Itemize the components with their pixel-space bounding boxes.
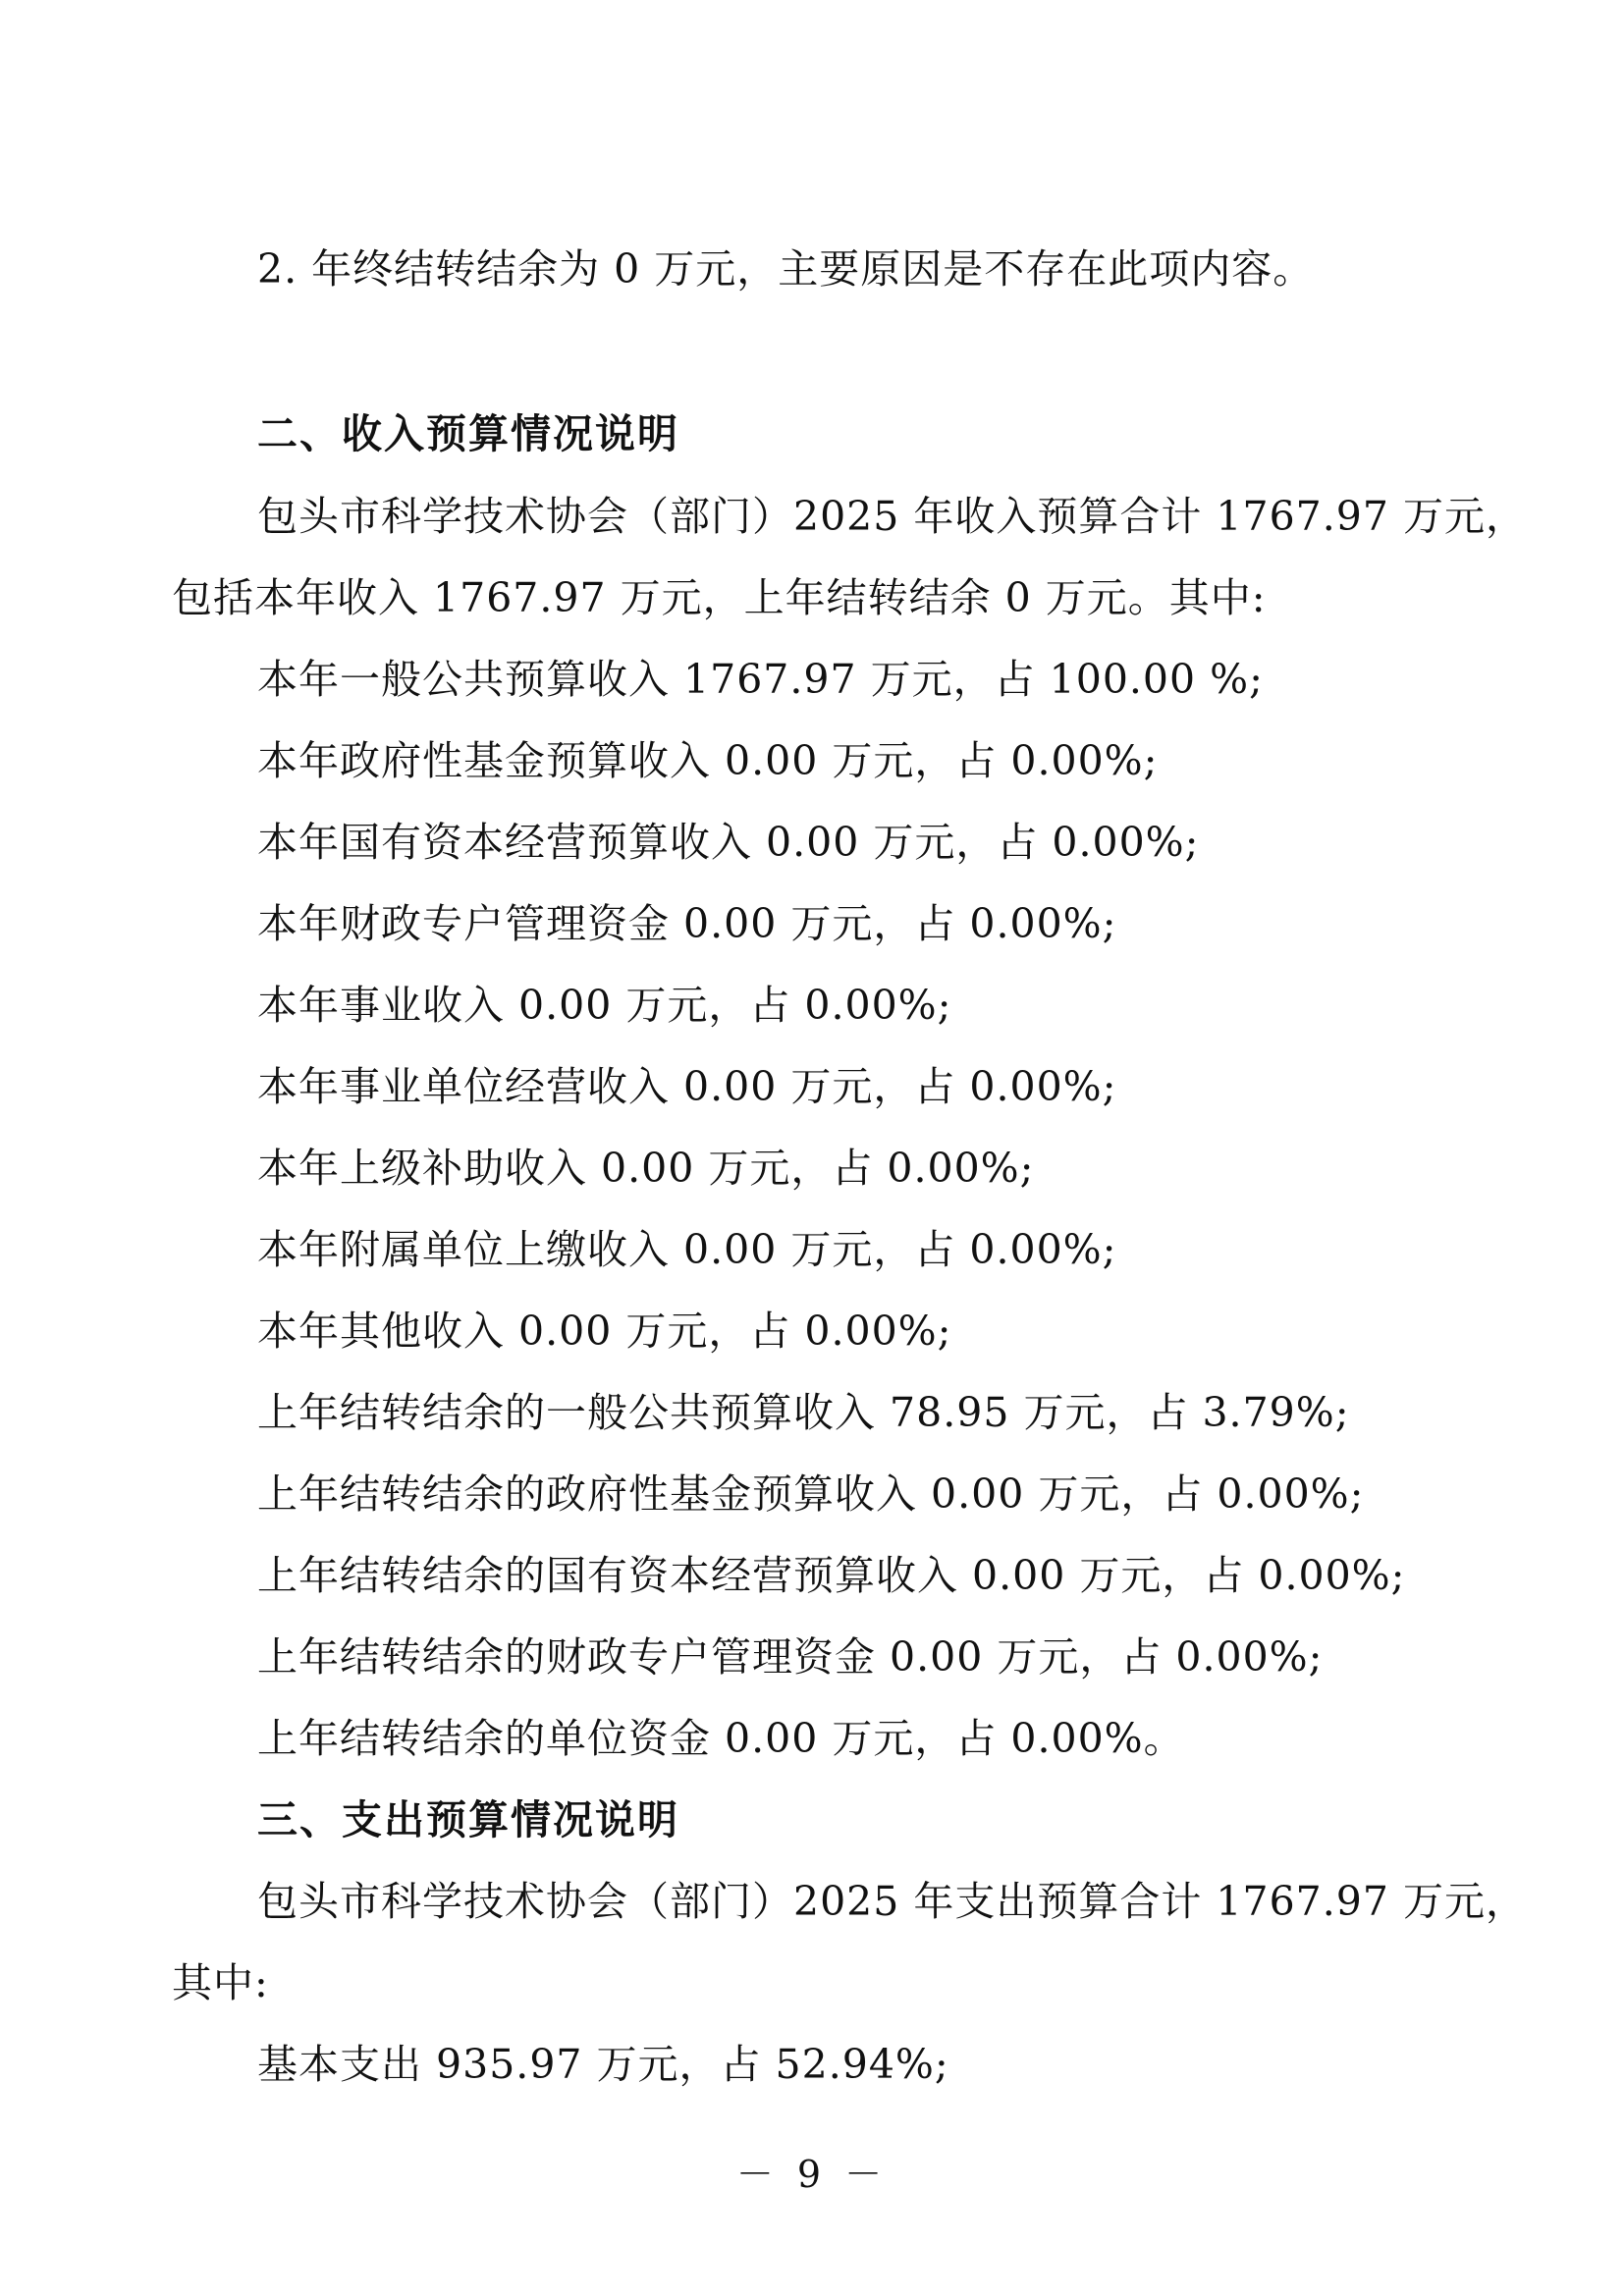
income-summary-line: 包头市科学技术协会（部门）2025 年收入预算合计 1767.97 万元， [257,493,1527,540]
income-item: 上年结转结余的一般公共预算收入 78.95 万元，占 3.79%; [257,1389,1350,1436]
income-item: 上年结转结余的单位资金 0.00 万元，占 0.00%。 [257,1715,1185,1762]
income-summary-line: 包括本年收入 1767.97 万元，上年结转结余 0 万元。其中: [172,574,1267,621]
income-item: 本年国有资本经营预算收入 0.00 万元，占 0.00%; [257,819,1200,866]
income-item: 上年结转结余的国有资本经营预算收入 0.00 万元，占 0.00%; [257,1552,1406,1599]
income-section-heading: 二、收入预算情况说明 [257,410,679,457]
carryover-paragraph: 2. 年终结转结余为 0 万元，主要原因是不存在此项内容。 [257,245,1315,293]
income-item: 本年上级补助收入 0.00 万元，占 0.00%; [257,1145,1035,1192]
income-item: 本年财政专户管理资金 0.00 万元，占 0.00%; [257,900,1117,947]
income-item: 本年政府性基金预算收入 0.00 万元，占 0.00%; [257,737,1159,784]
income-item: 本年一般公共预算收入 1767.97 万元，占 100.00 %; [257,656,1264,703]
income-item: 本年事业单位经营收入 0.00 万元，占 0.00%; [257,1063,1117,1110]
income-item: 本年其他收入 0.00 万元，占 0.00%; [257,1308,952,1355]
expenditure-summary-line: 其中: [172,1959,269,2006]
income-item: 上年结转结余的财政专户管理资金 0.00 万元，占 0.00%; [257,1633,1324,1681]
income-item: 上年结转结余的政府性基金预算收入 0.00 万元，占 0.00%; [257,1470,1365,1518]
income-item: 本年事业收入 0.00 万元，占 0.00%; [257,982,952,1029]
expenditure-section-heading: 三、支出预算情况说明 [257,1796,679,1843]
income-item: 本年附属单位上缴收入 0.00 万元，占 0.00%; [257,1226,1117,1273]
page-number: － 9 － [735,2153,889,2196]
expenditure-summary-line: 包头市科学技术协会（部门）2025 年支出预算合计 1767.97 万元， [257,1878,1527,1925]
expenditure-item: 基本支出 935.97 万元，占 52.94%; [257,2041,949,2088]
